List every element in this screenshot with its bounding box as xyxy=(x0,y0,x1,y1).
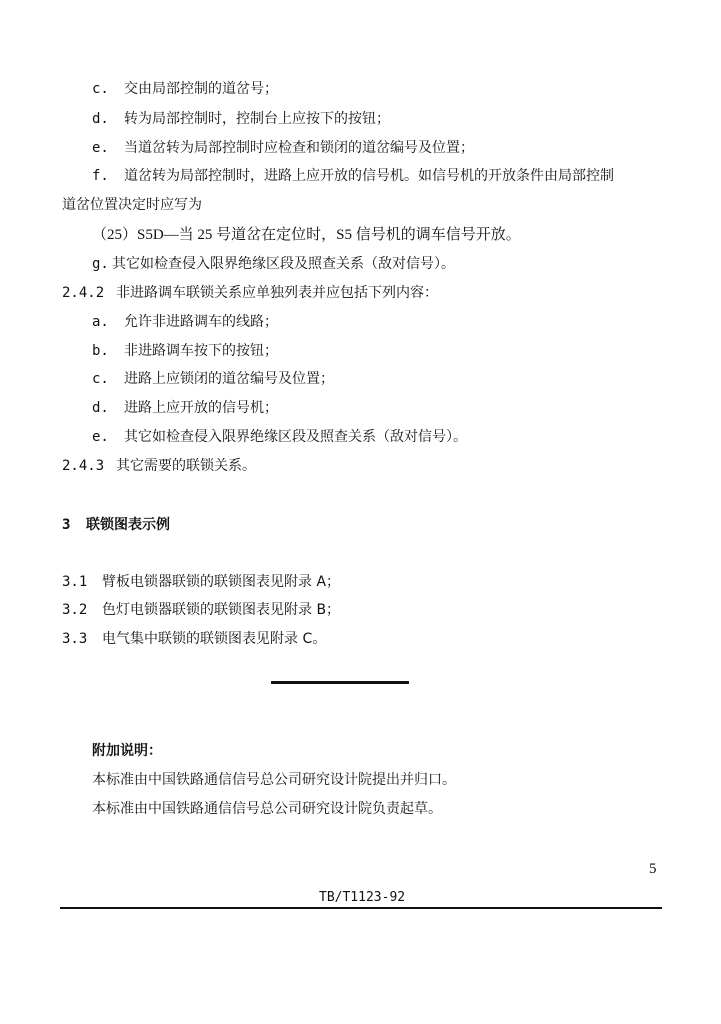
item-marker: g. xyxy=(92,256,109,272)
section-number: 2.4.2 xyxy=(62,285,105,301)
item-text: 允许非进路调车的线路； xyxy=(124,314,278,330)
subsection-text: 色灯电锁器联锁的联锁图表见附录 B； xyxy=(102,602,341,618)
item-marker: d. xyxy=(92,400,109,416)
subsection-number: 3.2 xyxy=(62,602,88,618)
item-text: 转为局部控制时，控制台上应按下的按钮； xyxy=(124,111,390,127)
chapter-heading xyxy=(62,516,170,534)
list-item xyxy=(92,255,455,273)
list-item xyxy=(92,428,467,446)
section-text: 非进路调车联锁关系应单独列表并应包括下列内容： xyxy=(116,285,438,301)
list-item xyxy=(92,80,278,98)
section-2-4-2 xyxy=(62,284,438,302)
item-marker: e. xyxy=(92,140,109,156)
chapter-title: 联锁图表示例 xyxy=(86,517,170,533)
footer-code: TB/T1123-92 xyxy=(319,890,406,905)
list-item xyxy=(92,110,390,128)
list-item xyxy=(92,342,278,360)
item-text: 非进路调车按下的按钮； xyxy=(124,343,278,359)
subsection-text: 电气集中联锁的联锁图表见附录 C。 xyxy=(102,631,327,647)
subsection-3-3 xyxy=(62,630,326,648)
item-marker: d. xyxy=(92,111,109,127)
item-text: 道岔转为局部控制时，进路上应开放的信号机。如信号机的开放条件由局部控制 xyxy=(124,168,614,184)
footer-rule xyxy=(60,907,662,909)
item-marker: b. xyxy=(92,343,109,359)
item-marker: a. xyxy=(92,314,109,330)
subsection-3-2 xyxy=(62,601,340,619)
list-item xyxy=(92,370,334,388)
section-text: 其它需要的联锁关系。 xyxy=(116,458,256,474)
page-number: 5 xyxy=(649,861,657,877)
subsection-text: 臂板电锁器联锁的联锁图表见附录 A； xyxy=(102,574,341,590)
list-item xyxy=(92,313,278,331)
list-item xyxy=(92,399,278,417)
subsection-3-1 xyxy=(62,573,340,591)
notes-heading: 附加说明： xyxy=(92,743,162,759)
list-item xyxy=(92,139,474,157)
item-text: 当道岔转为局部控制时应检查和锁闭的道岔编号及位置； xyxy=(124,140,474,156)
example-line: （25）S5D—当 25 号道岔在定位时，S5 信号机的调车信号开放。 xyxy=(92,227,521,243)
subsection-number: 3.1 xyxy=(62,574,88,590)
item-marker: c. xyxy=(92,371,109,387)
section-number: 2.4.3 xyxy=(62,458,105,474)
item-text: 其它如检查侵入限界绝缘区段及照查关系（敌对信号）。 xyxy=(124,429,467,445)
item-marker: c. xyxy=(92,81,109,97)
item-marker: f. xyxy=(92,168,109,184)
item-text: 交由局部控制的道岔号； xyxy=(124,81,278,97)
chapter-number: 3 xyxy=(62,517,71,533)
subsection-number: 3.3 xyxy=(62,631,88,647)
section-2-4-3 xyxy=(62,457,256,475)
item-marker: e. xyxy=(92,429,109,445)
list-item-continuation: 道岔位置决定时应写为 xyxy=(62,197,202,213)
item-text: 进路上应锁闭的道岔编号及位置； xyxy=(124,371,334,387)
notes-line: 本标准由中国铁路通信信号总公司研究设计院负责起草。 xyxy=(92,801,442,817)
item-text: 进路上应开放的信号机； xyxy=(124,400,278,416)
list-item xyxy=(92,167,614,185)
notes-line: 本标准由中国铁路通信信号总公司研究设计院提出并归口。 xyxy=(92,772,456,788)
item-text: 其它如检查侵入限界绝缘区段及照查关系（敌对信号）。 xyxy=(112,256,455,272)
end-rule xyxy=(271,681,409,684)
